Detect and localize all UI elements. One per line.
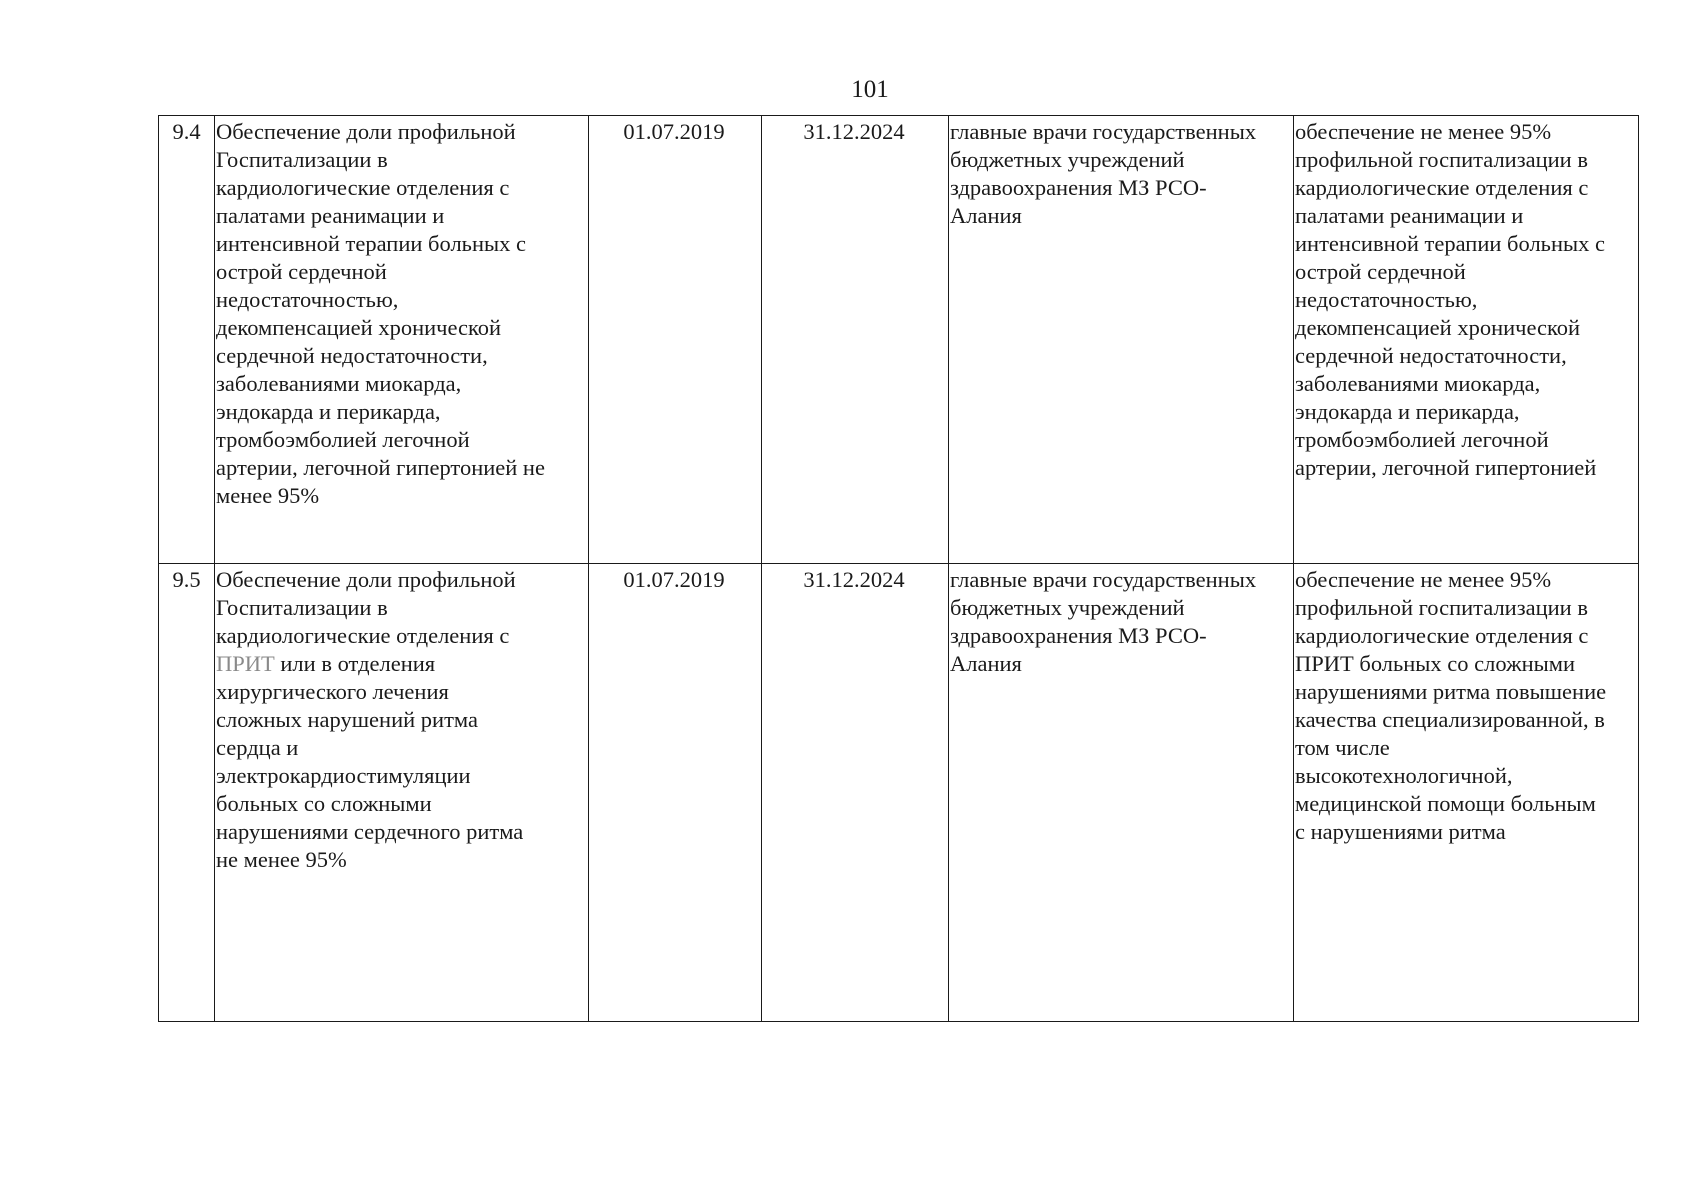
measures-table xyxy=(158,115,1639,1022)
description-part: или в отделения хирургического лечения сложных нарушений ритма сердца и электрокардиостимуляции больных со сложными нарушениями сердечного ритма не менее 95% xyxy=(216,651,524,872)
start-date: 01.07.2019 xyxy=(589,116,762,564)
start-date: 01.07.2019 xyxy=(589,564,762,1022)
row-number: 9.5 xyxy=(159,564,215,1022)
row-number: 9.4 xyxy=(159,116,215,564)
page-number: 101 xyxy=(851,76,889,103)
responsible-executors: главные врачи государственных бюджетных учреждений здравоохранения МЗ РСО- Алания xyxy=(949,564,1294,1022)
description-abbreviation: ПРИТ xyxy=(216,651,275,676)
end-date: 31.12.2024 xyxy=(762,564,949,1022)
end-date: 31.12.2024 xyxy=(762,116,949,564)
expected-result: обеспечение не менее 95% профильной госпитализации в кардиологические отделения с палатами реанимации и интенсивной терапии больных с острой сердечной недостаточностью, декомпенсацией хронической сердечной недостаточности, заболеваниями миокарда, эндокарда и перикарда, тромбоэмболией легочной артерии, легочной гипертонией xyxy=(1294,116,1639,564)
responsible-executors: главные врачи государственных бюджетных учреждений здравоохранения МЗ РСО- Алания xyxy=(949,116,1294,564)
measure-description xyxy=(215,564,589,1022)
measure-description: Обеспечение доли профильной Госпитализации в кардиологические отделения с палатами реанимации и интенсивной терапии больных с острой сердечной недостаточностью, декомпенсацией хронической сердечной недостаточности, заболеваниями миокарда, эндокарда и перикарда, тромбоэмболией легочной артерии, легочной гипертонией не менее 95% xyxy=(215,116,589,564)
expected-result: обеспечение не менее 95% профильной госпитализации в кардиологические отделения с ПРИТ больных со сложными нарушениями ритма повышение качества специализированной, в том числе высокотехнологичной, медицинской помощи больным с нарушениями ритма xyxy=(1294,564,1639,1022)
table-row xyxy=(159,116,1639,564)
description-part: Обеспечение доли профильной Госпитализации в кардиологические отделения с xyxy=(216,567,516,648)
table-row xyxy=(159,564,1639,1022)
